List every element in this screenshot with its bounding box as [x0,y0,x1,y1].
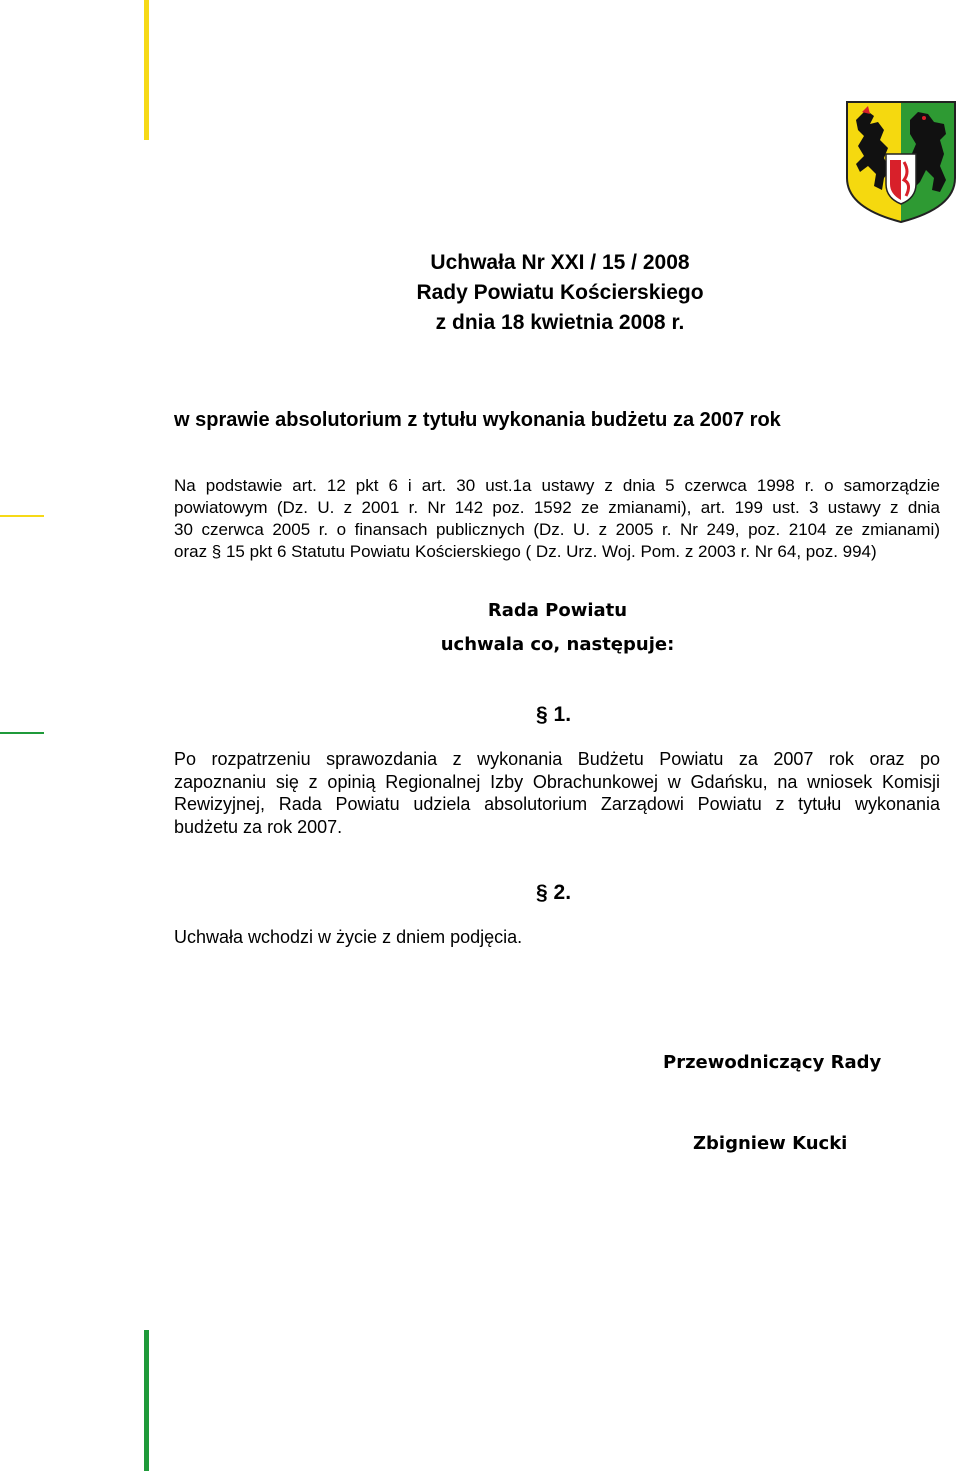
section-1-line: Po rozpatrzeniu sprawozdania z wykonania Budżetu Powiatu za 2007 rok oraz po [174,749,940,769]
resolution-subject: w sprawie absolutorium z tytułu wykonania budżetu za 2007 rok [174,409,781,431]
council-line2: uchwala co, następuje: [440,634,675,655]
legal-basis-line: oraz § 15 pkt 6 Statutu Powiatu Kościerskiego ( Dz. Urz. Woj. Pom. z 2003 r. Nr 64, poz. 994) [174,542,877,561]
section-1-mark: § 1. [536,703,572,726]
legal-basis-line: Na podstawie art. 12 pkt 6 i art. 30 ust.1a ustawy z dnia 5 czerwca 1998 r. o samorządzie [174,476,940,495]
section-2-text: Uchwała wchodzi w życie z dniem podjęcia. [174,927,523,947]
legal-basis-line: 30 czerwca 2005 r. o finansach publicznych (Dz. U. z 2005 r. Nr 249, poz. 2104 ze zmianami) [174,520,940,539]
yellow-horizontal-mark [0,515,44,517]
coat-of-arms-logo [844,100,958,224]
council-line1: Rada Powiatu [487,600,628,621]
resolution-title-line2: Rady Powiatu Kościerskiego [416,281,704,304]
legal-basis-line: powiatowym (Dz. U. z 2001 r. Nr 142 poz. 1592 ze zmianami), art. 199 ust. 3 ustawy z dnia [174,498,940,517]
resolution-title-line3: z dnia 18 kwietnia 2008 r. [435,311,685,334]
section-1-line: budżetu za rok 2007. [174,816,343,837]
signature-name: Zbigniew Kucki [693,1133,848,1154]
section-2-mark: § 2. [536,881,572,904]
section-1-paragraph [174,748,940,838]
green-vertical-bar [144,1330,149,1471]
section-1-line: zapoznaniu się z opinią Regionalnej Izby Obrachunkowej w Gdańsku, na wniosek Komisji [174,771,940,792]
legal-basis-paragraph [174,475,940,563]
signature-role: Przewodniczący Rady [663,1052,882,1073]
green-horizontal-mark [0,732,44,734]
resolution-title-line1: Uchwała Nr XXI / 15 / 2008 [430,251,690,274]
yellow-vertical-bar [144,0,149,140]
section-1-line: Rewizyjnej, Rada Powiatu udziela absolutorium Zarządowi Powiatu z tytułu wykonania [174,794,940,814]
